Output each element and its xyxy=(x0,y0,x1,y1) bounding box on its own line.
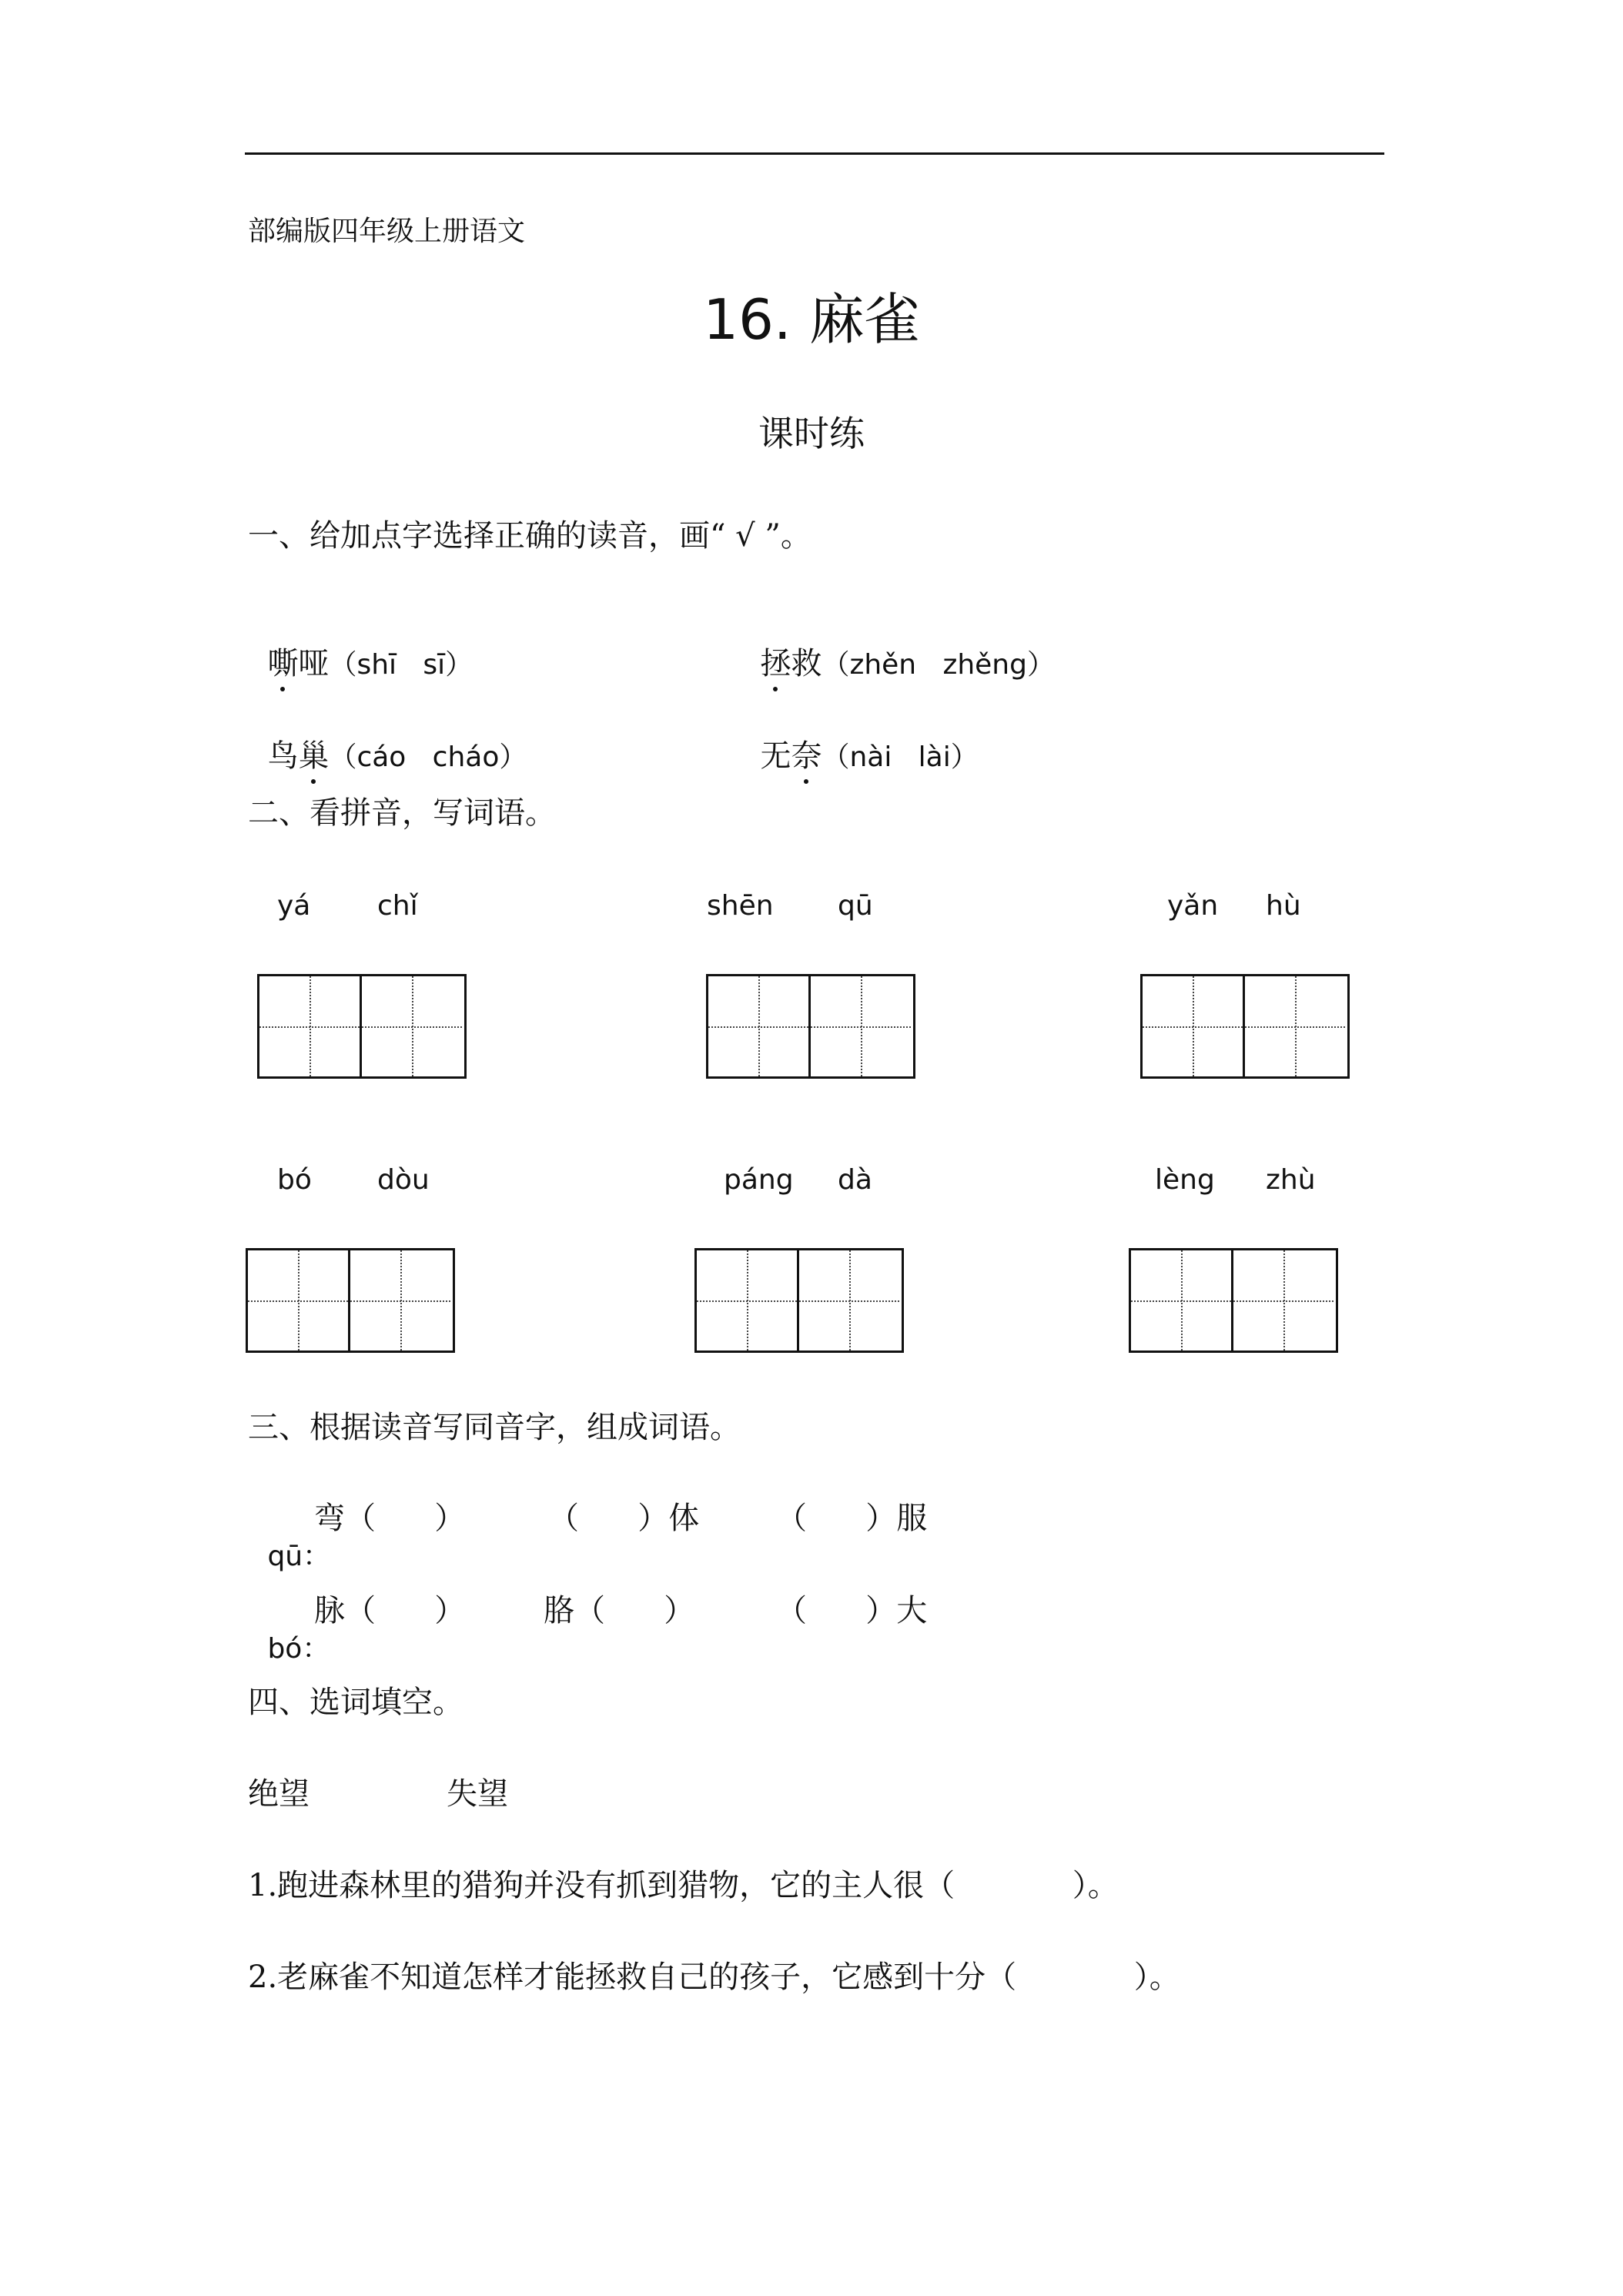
q1-item-pre: 无 xyxy=(760,738,791,774)
q1-item xyxy=(741,701,979,776)
writing-cell[interactable] xyxy=(1243,976,1345,1076)
pinyin-syllable: yǎn xyxy=(1167,890,1219,922)
q3-pinyin: bó： xyxy=(267,1633,330,1665)
writing-cell[interactable] xyxy=(348,1250,450,1350)
q4-option: 绝望 xyxy=(248,1776,310,1812)
pinyin-syllable: qū xyxy=(838,890,873,922)
q1-item-post: 救 xyxy=(791,646,822,681)
writing-cell[interactable] xyxy=(1231,1250,1334,1350)
q2-heading: 二、看拼音，写词语。 xyxy=(248,795,556,831)
writing-grid[interactable] xyxy=(257,974,467,1079)
q4-sentence[interactable]: 2.老麻雀不知道怎样才能拯救自己的孩子，它感到十分（ ）。 xyxy=(248,1960,1180,1995)
writing-grid[interactable] xyxy=(694,1248,904,1353)
pinyin-syllable: dà xyxy=(838,1164,872,1196)
writing-grid[interactable] xyxy=(1129,1248,1338,1353)
q4-option: 失望 xyxy=(447,1776,508,1812)
q1-dotted-char: 巢 xyxy=(298,738,330,774)
pinyin-syllable: páng xyxy=(724,1164,794,1196)
header-rule xyxy=(245,152,1384,155)
pinyin-syllable: bó xyxy=(277,1164,312,1196)
q1-item xyxy=(248,608,473,684)
series-label: 部编版四年级上册语文 xyxy=(248,216,526,247)
writing-cell[interactable] xyxy=(797,1250,899,1350)
q3-blank[interactable]: 脉（ ） xyxy=(314,1593,466,1628)
pinyin-syllable: lèng xyxy=(1155,1164,1215,1196)
pinyin-syllable: dòu xyxy=(377,1164,430,1196)
page-subtitle: 课时练 xyxy=(758,413,865,454)
q3-heading: 三、根据读音写同音字，组成词语。 xyxy=(248,1410,741,1445)
pinyin-syllable: zhù xyxy=(1266,1164,1316,1196)
q3-pinyin: qū： xyxy=(267,1541,331,1572)
q1-item-options: （nài lài） xyxy=(822,741,979,773)
q3-blank[interactable]: 胳（ ） xyxy=(544,1593,695,1628)
writing-grid[interactable] xyxy=(1140,974,1350,1079)
q1-dotted-char: 拯 xyxy=(760,646,791,681)
q3-blank[interactable]: （ ）大 xyxy=(776,1593,928,1628)
writing-cell[interactable] xyxy=(708,976,808,1076)
writing-cell[interactable] xyxy=(360,976,462,1076)
q1-dotted-char: 嘶 xyxy=(267,646,299,681)
writing-cell[interactable] xyxy=(259,976,360,1076)
q1-dotted-char: 奈 xyxy=(791,738,822,774)
q4-heading: 四、选词填空。 xyxy=(248,1685,463,1720)
q1-item xyxy=(248,701,527,776)
q1-heading: 一、给加点字选择正确的读音，画“ √ ”。 xyxy=(248,518,812,554)
q1-item-options: （cáo cháo） xyxy=(329,741,527,773)
page-title: 16. 麻雀 xyxy=(703,287,920,352)
q1-item-options: （shī sī） xyxy=(329,649,474,681)
q1-item-options: （zhěn zhěng） xyxy=(822,649,1055,681)
q3-blank[interactable]: （ ）服 xyxy=(776,1501,928,1536)
q1-item-post: 哑 xyxy=(298,646,330,681)
writing-cell[interactable] xyxy=(248,1250,348,1350)
q1-item xyxy=(741,608,1055,684)
pinyin-syllable: chǐ xyxy=(377,890,418,922)
pinyin-syllable: hù xyxy=(1266,890,1301,922)
writing-cell[interactable] xyxy=(1131,1250,1231,1350)
q4-sentence[interactable]: 1.跑进森林里的猎狗并没有抓到猎物，它的主人很（ ）。 xyxy=(248,1868,1119,1903)
pinyin-syllable: yá xyxy=(277,890,311,922)
q3-blank[interactable]: （ ）体 xyxy=(548,1501,700,1536)
writing-cell[interactable] xyxy=(1143,976,1243,1076)
q1-item-pre: 鸟 xyxy=(267,738,299,774)
pinyin-syllable: shēn xyxy=(707,890,774,922)
writing-grid[interactable] xyxy=(706,974,915,1079)
writing-grid[interactable] xyxy=(246,1248,455,1353)
q3-blank[interactable]: 弯（ ） xyxy=(314,1501,466,1536)
writing-cell[interactable] xyxy=(697,1250,797,1350)
writing-cell[interactable] xyxy=(808,976,911,1076)
